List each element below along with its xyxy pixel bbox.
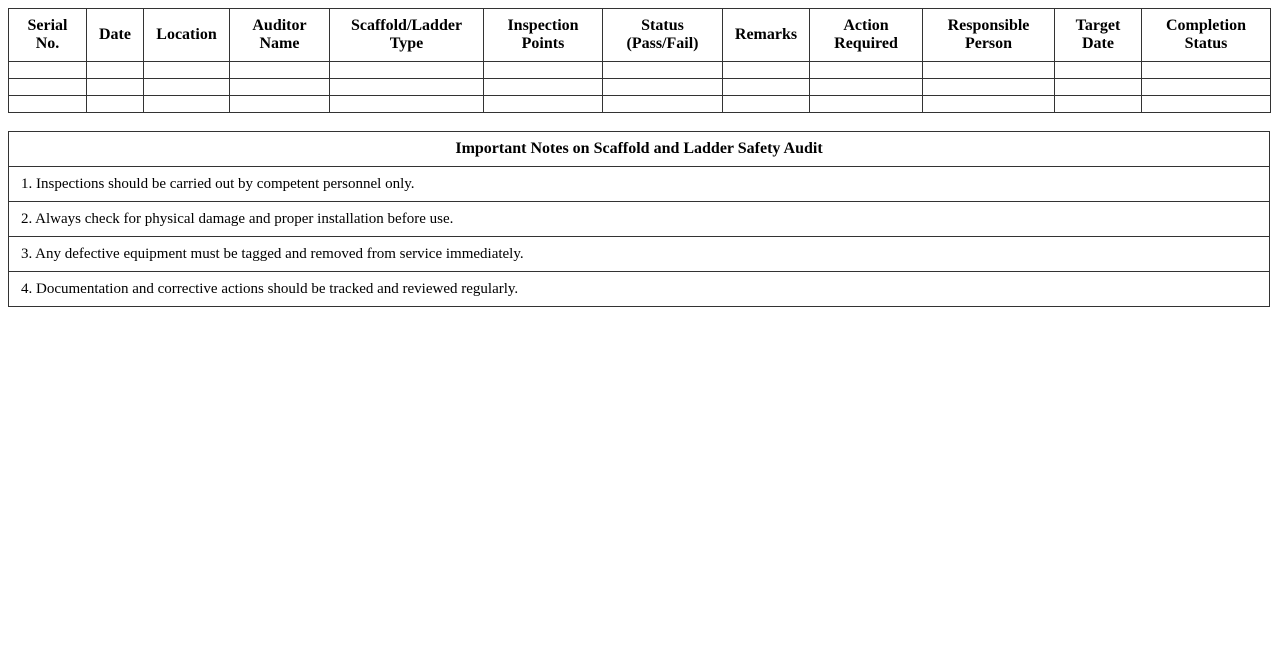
column-header-remarks: [723, 9, 810, 62]
table-cell[interactable]: [1142, 79, 1271, 96]
header-line: Points: [521, 35, 565, 52]
notes-title: Important Notes on Scaffold and Ladder Safety Audit: [9, 132, 1270, 167]
table-cell[interactable]: [603, 79, 723, 96]
column-header-location: [144, 9, 230, 62]
note-row: [9, 202, 1270, 237]
column-header-target-date: [1055, 9, 1142, 62]
table-cell[interactable]: [330, 79, 484, 96]
header-line: Target: [1075, 17, 1121, 34]
column-header-serial-no: [9, 9, 87, 62]
audit-table-body: [9, 62, 1271, 113]
table-cell[interactable]: [87, 79, 144, 96]
header-line: Type: [389, 35, 424, 52]
header-line: Inspection: [507, 17, 579, 34]
note-row: [9, 167, 1270, 202]
table-cell[interactable]: [87, 96, 144, 113]
note-item: 3. Any defective equipment must be tagged and removed from service immediately.: [9, 237, 1270, 272]
notes-body: [9, 167, 1270, 307]
table-cell[interactable]: [810, 79, 923, 96]
table-cell[interactable]: [330, 62, 484, 79]
header-line: Date: [99, 26, 131, 43]
notes-header: [9, 132, 1270, 167]
column-header-inspection-points: [484, 9, 603, 62]
header-line: Responsible: [947, 17, 1030, 34]
column-header-action-required: [810, 9, 923, 62]
table-cell[interactable]: [230, 96, 330, 113]
column-header-responsible-person: [923, 9, 1055, 62]
header-line: Person: [964, 35, 1013, 52]
notes-title-row: [9, 132, 1270, 167]
important-notes-table: [8, 131, 1270, 307]
column-header-completion-status: [1142, 9, 1271, 62]
table-cell[interactable]: [603, 96, 723, 113]
table-cell[interactable]: [330, 96, 484, 113]
table-cell[interactable]: [1142, 96, 1271, 113]
table-cell[interactable]: [723, 96, 810, 113]
header-row: [9, 9, 1271, 62]
table-cell[interactable]: [144, 96, 230, 113]
table-cell[interactable]: [923, 79, 1055, 96]
table-cell[interactable]: [923, 96, 1055, 113]
header-line: Auditor: [252, 17, 307, 34]
column-header-auditor-name: [230, 9, 330, 62]
header-line: Date: [1082, 35, 1114, 52]
table-cell[interactable]: [9, 79, 87, 96]
table-cell[interactable]: [723, 79, 810, 96]
table-cell[interactable]: [230, 62, 330, 79]
table-row: [9, 79, 1271, 96]
table-cell[interactable]: [484, 96, 603, 113]
table-cell[interactable]: [723, 62, 810, 79]
table-cell[interactable]: [1142, 62, 1271, 79]
column-header-scaffold-ladder-type: [330, 9, 484, 62]
table-cell[interactable]: [923, 62, 1055, 79]
table-cell[interactable]: [484, 79, 603, 96]
table-cell[interactable]: [9, 96, 87, 113]
header-line: Remarks: [734, 26, 798, 43]
table-row: [9, 96, 1271, 113]
table-cell[interactable]: [1055, 62, 1142, 79]
table-cell[interactable]: [484, 62, 603, 79]
header-line: Required: [834, 35, 898, 52]
column-header-date: [87, 9, 144, 62]
scaffold-ladder-audit-table: [8, 8, 1271, 113]
table-cell[interactable]: [87, 62, 144, 79]
table-cell[interactable]: [9, 62, 87, 79]
table-row: [9, 62, 1271, 79]
header-line: Name: [259, 35, 300, 52]
note-item: 2. Always check for physical damage and proper installation before use.: [9, 202, 1270, 237]
table-cell[interactable]: [810, 96, 923, 113]
note-row: [9, 237, 1270, 272]
table-cell[interactable]: [1055, 96, 1142, 113]
table-cell[interactable]: [603, 62, 723, 79]
table-cell[interactable]: [1055, 79, 1142, 96]
table-cell[interactable]: [144, 79, 230, 96]
audit-table-header: [9, 9, 1271, 62]
header-line: No.: [35, 35, 60, 52]
column-header-status: [603, 9, 723, 62]
note-item: 1. Inspections should be carried out by competent personnel only.: [9, 167, 1270, 202]
note-row: [9, 272, 1270, 307]
header-line: Location: [156, 26, 217, 43]
header-line: Status: [641, 17, 684, 34]
table-cell[interactable]: [810, 62, 923, 79]
table-cell[interactable]: [144, 62, 230, 79]
table-cell[interactable]: [230, 79, 330, 96]
note-item: 4. Documentation and corrective actions should be tracked and reviewed regularly.: [9, 272, 1270, 307]
header-line: Completion: [1166, 17, 1246, 34]
header-line: Status: [1184, 35, 1228, 52]
header-line: Scaffold/Ladder: [350, 17, 463, 34]
header-line: Action: [843, 17, 889, 34]
header-line: Serial: [27, 17, 68, 34]
header-line: (Pass/Fail): [626, 35, 699, 52]
